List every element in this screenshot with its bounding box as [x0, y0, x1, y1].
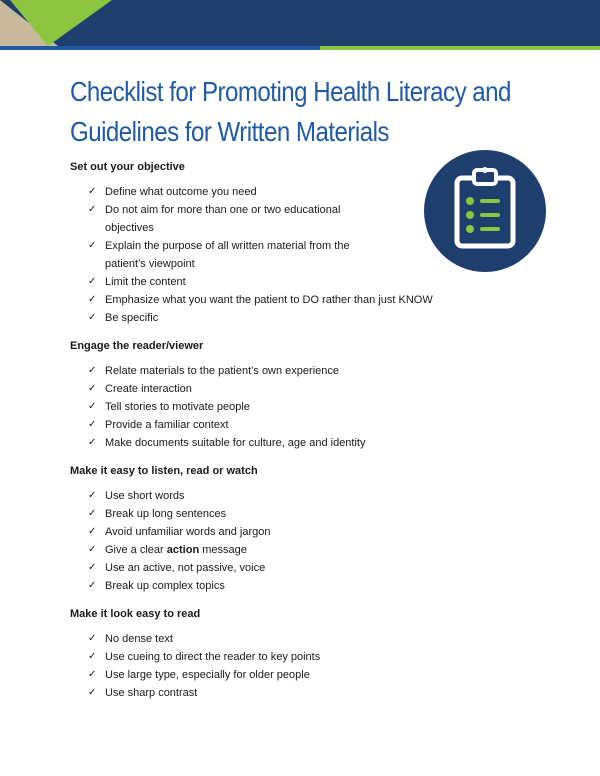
- checklist: [70, 362, 540, 452]
- list-item: ✓ Give a clear action message: [88, 541, 540, 559]
- section-easy-to-read: [70, 605, 540, 702]
- checklist: [70, 487, 540, 595]
- checklist: [70, 183, 540, 327]
- section-heading: Make it look easy to read: [70, 608, 201, 620]
- checkmark-icon: ✓: [88, 562, 97, 573]
- header-blue-rule: [0, 46, 320, 50]
- list-item: ✓ Explain the purpose of all written material from the patient’s viewpoint: [88, 237, 371, 273]
- list-item: ✓ Provide a familiar context: [88, 416, 540, 434]
- title-line-1: Checklist for Promoting Health Literacy and: [70, 76, 511, 107]
- section-heading: Make it easy to listen, read or watch: [70, 465, 258, 477]
- title-line-2: Guidelines for Written Materials: [70, 116, 389, 147]
- section-engage: [70, 337, 540, 452]
- list-item: ✓ Do not aim for more than one or two educational objectives: [88, 201, 371, 237]
- checkmark-icon: ✓: [88, 490, 97, 501]
- checkmark-icon: ✓: [88, 544, 97, 555]
- checkmark-icon: ✓: [88, 419, 97, 430]
- header-banner: [0, 0, 600, 52]
- list-item: ✓ Avoid unfamiliar words and jargon: [88, 523, 540, 541]
- list-item: ✓ Be specific: [88, 309, 540, 327]
- list-item: ✓ Create interaction: [88, 380, 540, 398]
- list-item: ✓ Relate materials to the patient’s own experience: [88, 362, 540, 380]
- list-item: ✓ No dense text: [88, 630, 540, 648]
- section-heading: Set out your objective: [70, 161, 185, 173]
- list-item: ✓ Break up long sentences: [88, 505, 540, 523]
- list-item: ✓ Use short words: [88, 487, 540, 505]
- section-heading: Engage the reader/viewer: [70, 340, 204, 352]
- list-item: ✓ Limit the content: [88, 273, 540, 291]
- checkmark-icon: ✓: [88, 294, 97, 305]
- action-emphasis: action: [166, 544, 200, 556]
- list-item: ✓ Define what outcome you need: [88, 183, 540, 201]
- checkmark-icon: ✓: [88, 276, 97, 287]
- list-item: ✓ Use sharp contrast: [88, 684, 540, 702]
- checklist-content: [70, 158, 540, 712]
- checklist: [70, 630, 540, 702]
- list-item: ✓ Use an active, not passive, voice: [88, 559, 540, 577]
- checkmark-icon: ✓: [88, 633, 97, 644]
- list-item: ✓ Tell stories to motivate people: [88, 398, 540, 416]
- checkmark-icon: ✓: [88, 186, 97, 197]
- page-title: [70, 72, 511, 152]
- checkmark-icon: ✓: [88, 669, 97, 680]
- checkmark-icon: ✓: [88, 508, 97, 519]
- section-easy-to-listen: [70, 462, 540, 595]
- list-item: ✓ Emphasize what you want the patient to DO rather than just KNOW: [88, 291, 540, 309]
- list-item: ✓ Make documents suitable for culture, age and identity: [88, 434, 540, 452]
- checkmark-icon: ✓: [88, 204, 97, 215]
- list-item: ✓ Break up complex topics: [88, 577, 540, 595]
- checkmark-icon: ✓: [88, 240, 97, 251]
- checkmark-icon: ✓: [88, 526, 97, 537]
- checkmark-icon: ✓: [88, 651, 97, 662]
- checkmark-icon: ✓: [88, 312, 97, 323]
- checkmark-icon: ✓: [88, 365, 97, 376]
- checkmark-icon: ✓: [88, 383, 97, 394]
- checkmark-icon: ✓: [88, 580, 97, 591]
- checkmark-icon: ✓: [88, 687, 97, 698]
- checkmark-icon: ✓: [88, 401, 97, 412]
- list-item: ✓ Use cueing to direct the reader to key points: [88, 648, 540, 666]
- header-green-rule: [320, 46, 600, 50]
- list-item: ✓ Use large type, especially for older people: [88, 666, 540, 684]
- section-objective: [70, 158, 540, 327]
- checkmark-icon: ✓: [88, 437, 97, 448]
